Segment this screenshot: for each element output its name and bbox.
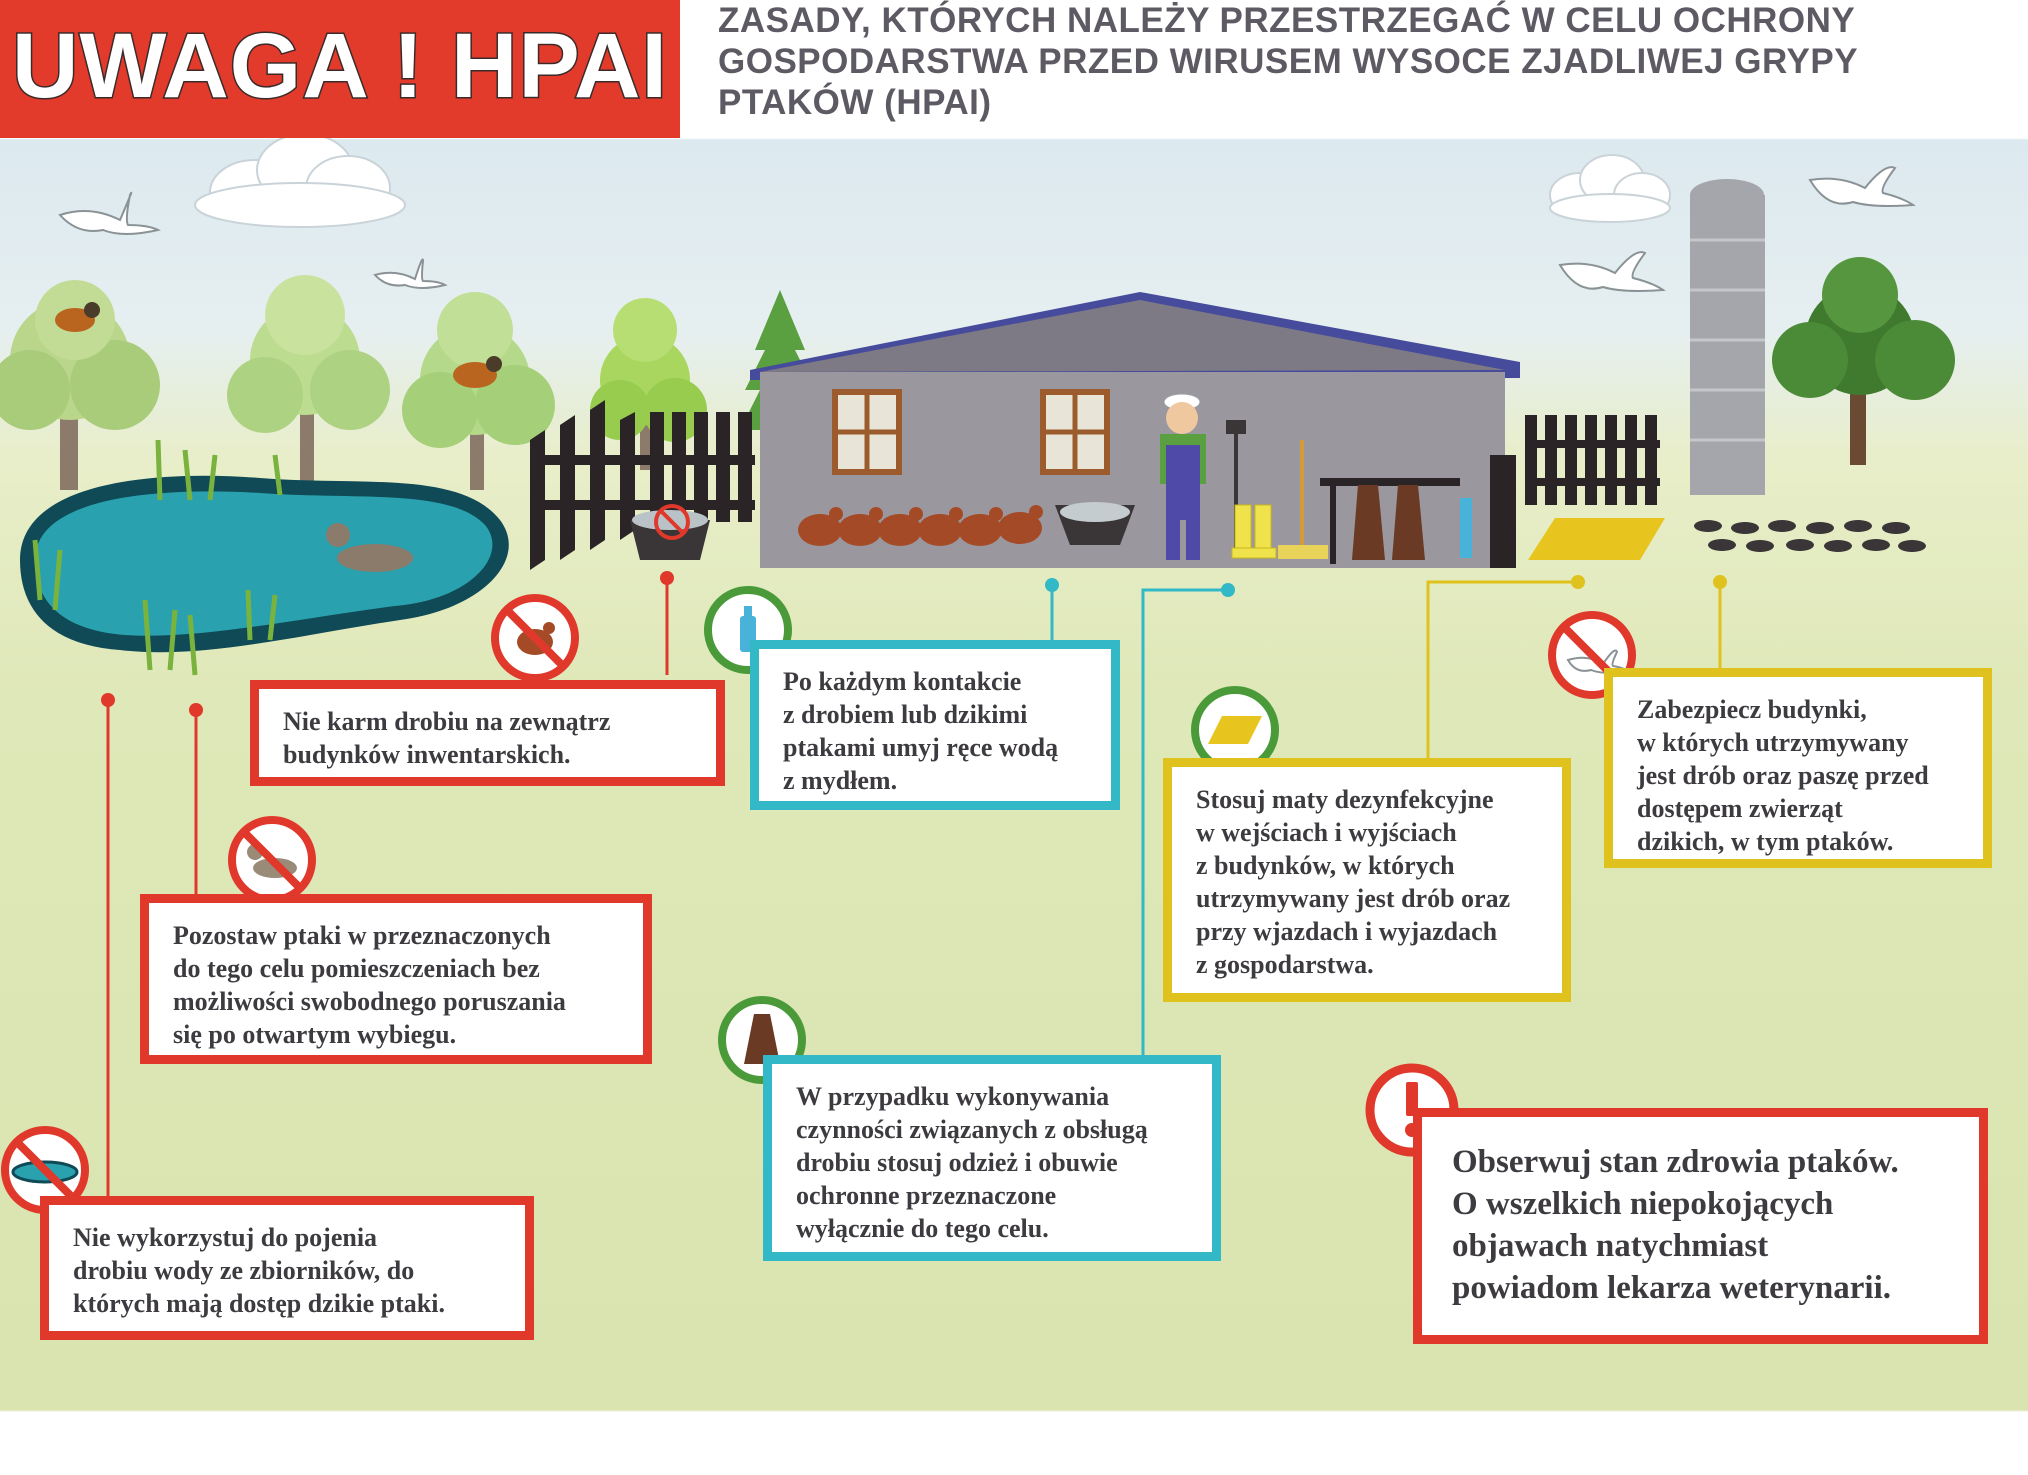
rule-text-line: wyłącznie do tego celu.: [796, 1214, 1049, 1243]
rule-text-line: z gospodarstwa.: [1196, 950, 1374, 979]
rule-text-line: Obserwuj stan zdrowia ptaków.: [1452, 1144, 1899, 1180]
rule-protective-clothing: [763, 1055, 1221, 1261]
rule-text-line: jest drób oraz paszę przed: [1637, 761, 1929, 790]
no-hen-icon: [495, 598, 575, 678]
rule-observe-health: [1413, 1108, 1988, 1344]
rule-text-line: przy wjazdach i wyjazdach: [1196, 917, 1498, 946]
rule-text-line: drobiu stosuj odzież i obuwie: [796, 1148, 1118, 1177]
rule-text-line: Nie wykorzystuj do pojenia: [73, 1223, 378, 1252]
fence-icon: [1525, 415, 1660, 505]
tree-icon: [1772, 257, 1955, 465]
rule-text-line: drobiu wody ze zbiorników, do: [73, 1256, 415, 1285]
rule-text-line: z drobiem lub dzikimi: [783, 700, 1028, 729]
rule-secure-buildings: [1604, 668, 1992, 868]
tree-icon: [227, 275, 390, 490]
tree-icon: [590, 298, 707, 470]
rule-text-line: do tego celu pomieszczeniach bez: [173, 954, 540, 983]
rule-text-line: Nie karm drobiu na zewnątrz: [283, 707, 611, 736]
rule-text-line: utrzymywany jest drób oraz: [1196, 884, 1511, 913]
rule-text-line: możliwości swobodnego poruszania: [173, 987, 566, 1016]
silo-icon: [1690, 179, 1765, 495]
outdoor-feeder-icon: [630, 506, 710, 560]
rule-text-line: się po otwartym wybiegu.: [173, 1020, 457, 1049]
rule-text-line: Pozostaw ptaki w przeznaczonych: [173, 921, 551, 950]
rule-text-line: Zabezpiecz budynki,: [1637, 695, 1867, 724]
pond-icon: [20, 476, 509, 653]
rule-text-line: budynków inwentarskich.: [283, 740, 571, 769]
rule-text-line: czynności związanych z obsługą: [796, 1115, 1148, 1144]
rule-text-line: W przypadku wykonywania: [796, 1082, 1110, 1111]
rule-text-line: O wszelkich niepokojących: [1452, 1186, 1834, 1222]
rule-text-line: ochronne przeznaczone: [796, 1181, 1057, 1210]
cloud-icon: [195, 134, 405, 227]
disinfection-mat-icon: [1528, 518, 1665, 560]
title-line: PTAKÓW (HPAI): [718, 83, 992, 122]
rule-text-line: ptakami umyj ręce wodą: [783, 733, 1059, 762]
rule-wash-hands: [750, 640, 1120, 810]
stones-icon: [1694, 520, 1926, 552]
rule-disinfection-mats: [1163, 758, 1571, 1002]
rule-feed-inside: [250, 680, 725, 786]
cloud-icon: [1550, 155, 1670, 222]
rule-water: [40, 1196, 534, 1340]
rule-text-line: Po każdym kontakcie: [783, 667, 1022, 696]
rule-text-line: powiadom lekarza weterynarii.: [1452, 1270, 1892, 1306]
bottom-margin: [0, 1412, 2028, 1475]
title-line: ZASADY, KTÓRYCH NALEŻY PRZESTRZEGAĆ W CELU OCHRONY: [718, 1, 1856, 40]
rule-text-line: dzikich, w tym ptaków.: [1637, 827, 1894, 856]
rule-text-line: z mydłem.: [783, 766, 898, 795]
rule-text-line: dostępem zwierząt: [1637, 794, 1843, 823]
rule-text-line: objawach natychmiast: [1452, 1228, 1769, 1264]
rule-text-line: w wejściach i wyjściach: [1196, 818, 1457, 847]
rule-text-line: których mają dostęp dzikie ptaki.: [73, 1289, 445, 1318]
no-duck-icon: [232, 820, 312, 900]
rule-text-line: z budynków, w których: [1196, 851, 1455, 880]
page-title: [718, 0, 1998, 123]
banner-title: UWAGA ! HPAI: [12, 15, 668, 117]
rule-text-line: w których utrzymywany: [1637, 728, 1909, 757]
rule-keep-indoors: [140, 894, 652, 1064]
title-line: GOSPODARSTWA PRZED WIRUSEM WYSOCE ZJADLIWEJ GRYPY: [718, 42, 1859, 81]
rule-text-line: Stosuj maty dezynfekcyjne: [1196, 785, 1494, 814]
